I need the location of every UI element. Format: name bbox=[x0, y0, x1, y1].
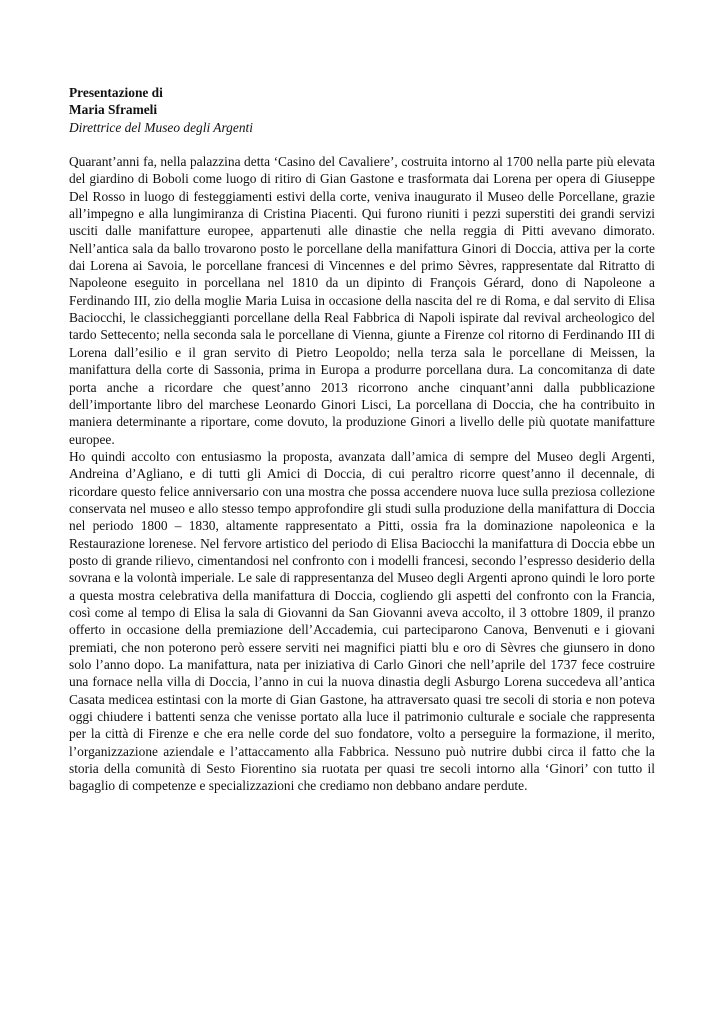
paragraph-2: Ho quindi accolto con entusiasmo la proposta, avanzata dall’amica di sempre del Museo degli Argenti, Andreina d’Agliano, e di tutti gli Amici di Doccia, di cui peraltro ricorre quest’anno il decennale, di ricordare questo felice anniversario con una mostra che possa accendere nuova luce sulla preziosa collezione conservata nel museo e allo stesso tempo approfondire gli studi sulla produzione della manifattura di Doccia nel periodo 1800 – 1830, altamente rappresentato a Pitti, ossia fra la dominazione napoleonica e la Restaurazione lorenese. Nel fervore artistico del periodo di Elisa Baciocchi la manifattura di Doccia ebbe un posto di grande rilievo, cimentandosi nel confronto con i modelli francesi, secondo l’espresso desiderio della sovrana e la volontà imperiale. Le sale di rappresentanza del Museo degli Argenti aprono quindi le loro porte a questa mostra celebrativa della manifattura di Doccia, cogliendo gli aspetti del confronto con la Francia, così come al tempo di Elisa la sala di Giovanni da San Giovanni aveva accolto, il 3 ottobre 1809, il pranzo offerto in occasione della premiazione dell’Accademia, cui parteciparono Canova, Benvenuti e i giovani premiati, che non poterono però essere serviti nei magnifici piatti blu e oro di Sèvres che giunsero in dono solo l’anno dopo. La manifattura, nata per iniziativa di Carlo Ginori che nell’aprile del 1737 fece costruire una fornace nella villa di Doccia, l’anno in cui la nuova dinastia degli Asburgo Lorena succedeva all’antica Casata medicea estintasi con la morte di Gian Gastone, ha attraversato quasi tre secoli di storia e non poteva oggi chiudere i battenti senza che venisse portato alla luce il patrimonio culturale e sociale che rappresenta per la città di Firenze e che era nelle corde del suo fondatore, volto a perseguire la formazione, il merito, l’organizzazione aziendale e l’attaccamento alla Fabbrica. Nessuno può nutrire dubbi circa il fatto che la storia della comunità di Sesto Fiorentino sia ruotata per quasi tre secoli intorno alla ‘Ginori’ con tutto il bagaglio di competenze e specializzazioni che crediamo non debbano andare perdute. bbox=[69, 448, 655, 794]
heading-role: Direttrice del Museo degli Argenti bbox=[69, 119, 253, 135]
document-page bbox=[69, 84, 655, 795]
heading-author: Maria Sframeli bbox=[69, 102, 158, 118]
document-body bbox=[69, 153, 655, 795]
heading-title: Presentazione di bbox=[69, 85, 163, 100]
document-heading bbox=[69, 84, 655, 136]
paragraph-1: Quarant’anni fa, nella palazzina detta ‘Casino del Cavaliere’, costruita intorno al 1700 nella parte più elevata del giardino di Boboli come luogo di ritiro di Gian Gastone e trasformata dai Lorena per opera di Giuseppe Del Rosso in luogo di festeggiamenti estivi della corte, veniva inaugurato il Museo delle Porcellane, grazie all’impegno e alla lungimiranza di Cristina Piacenti. Qui furono riuniti i pezzi superstiti dei grandi servizi usciti dalle manifatture europee, appartenuti alle dinastie che nella reggia di Pitti avevano dimorato. Nell’antica sala da ballo trovarono posto le porcellane della manifattura Ginori di Doccia, attiva per la corte dai Lorena ai Savoia, le porcellane francesi di Vincennes e del primo Sèvres, rappresentate dal Ritratto di Napoleone eseguito in porcellana nel 1810 da un dipinto di François Gérard, dono di Napoleone a Ferdinando III, zio della moglie Maria Luisa in occasione della nascita del re di Roma, e dal servito di Elisa Baciocchi, le classicheggianti porcellane della Real Fabbrica di Napoli ispirate dal revival archeologico del tardo Settecento; nella seconda sala le porcellane di Vienna, giunte a Firenze col ritorno di Ferdinando III di Lorena dall’esilio e il gran servito di Pietro Leopoldo; nella terza sala le porcellane di Meissen, la manifattura della corte di Sassonia, prima in Europa a produrre porcellana dura. La concomitanza di date porta anche a ricordare che quest’anno 2013 ricorrono anche cinquant’anni dalla pubblicazione dell’importante libro del marchese Leonardo Ginori Lisci, La porcellana di Doccia, che ha contribuito in maniera determinante a riportare, come dovuto, la produzione Ginori a livello delle più quotate manifatture europee. bbox=[69, 154, 655, 447]
